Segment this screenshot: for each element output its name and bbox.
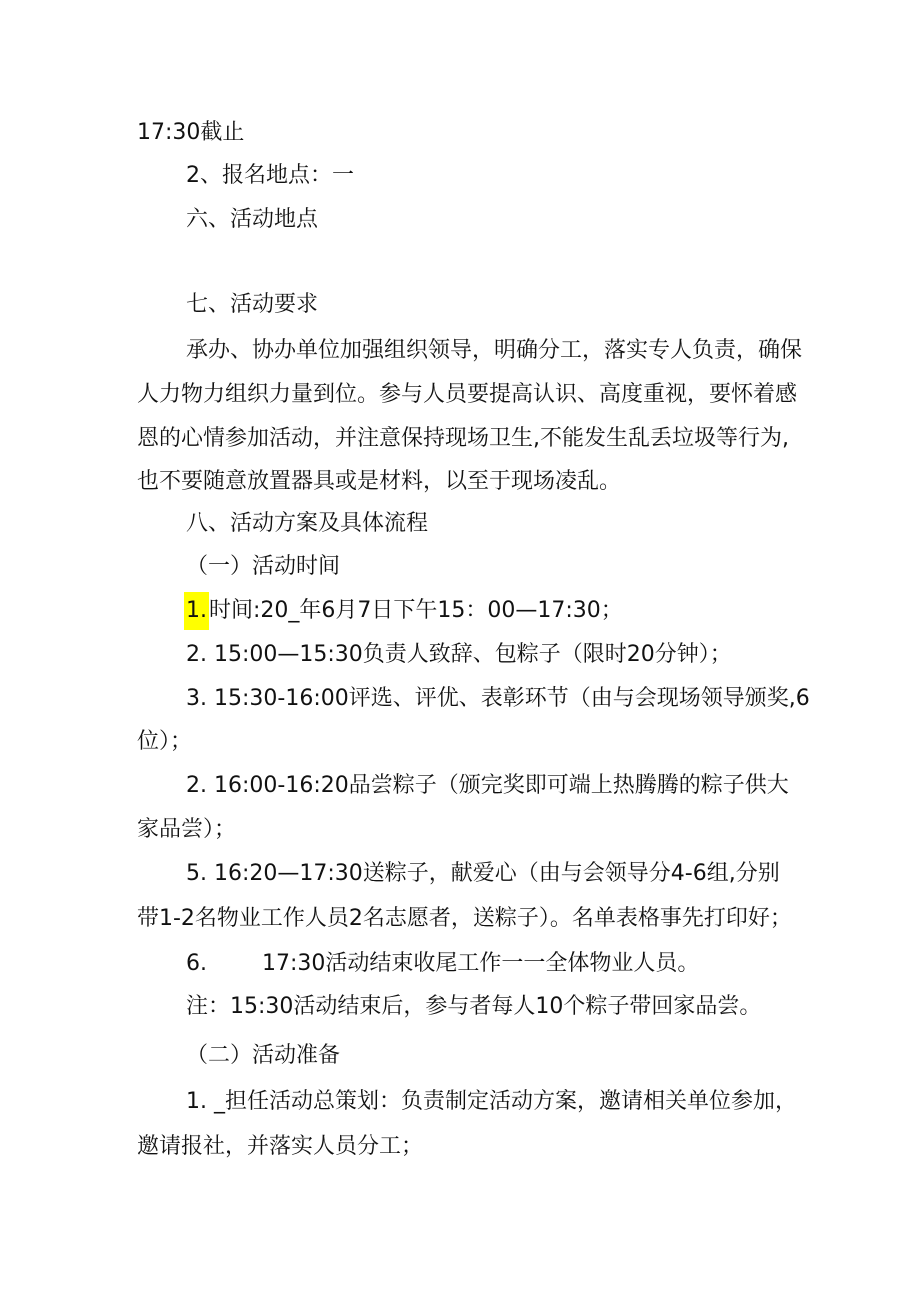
text-line: 带1-2名物业工作人员2名志愿者，送粽子）。名单表格事先打印好； — [137, 906, 792, 931]
highlighted-list-marker: 1. — [184, 592, 209, 630]
text-line: 也不要随意放置器具或是材料，以至于现场凌乱。 — [137, 469, 622, 494]
text-line: 17:30活动结束收尾工作一一全体物业人员。 — [262, 951, 700, 976]
text-line: 人力物力组织力量到位。参与人员要提高认识、高度重视，要怀着感 — [137, 382, 798, 407]
section-heading: 八、活动方案及具体流程 — [186, 511, 429, 536]
list-marker: 6. — [186, 951, 207, 976]
text-line: 位）； — [137, 729, 193, 754]
text-line: 5. 16:20—17:30送粽子，献爱心（由与会领导分4-6组,分别 — [186, 861, 780, 886]
subsection-heading: （一）活动时间 — [186, 554, 341, 579]
text-line: 3. 15:30-16:00评选、评优、表彰环节（由与会现场领导颁奖,6 — [186, 686, 810, 711]
section-heading: 六、活动地点 — [186, 207, 319, 232]
text-line: 承办、协办单位加强组织领导，明确分工，落实专人负责，确保 — [186, 338, 803, 363]
text-line: 家品尝）； — [137, 817, 237, 842]
subsection-heading: （二）活动准备 — [186, 1043, 341, 1068]
text-line: 邀请报社，并落实人员分工； — [137, 1134, 424, 1159]
text-line: 17:30截止 — [137, 120, 245, 145]
text-line: 2、报名地点：一 — [186, 163, 354, 188]
text-line: 1. _担任活动总策划：负责制定活动方案，邀请相关单位参加， — [186, 1089, 797, 1114]
text-line — [184, 592, 623, 630]
text-line: 2. 15:00—15:30负责人致辞、包粽子（限时20分钟）； — [186, 642, 732, 667]
text-line: 注：15:30活动结束后，参与者每人10个粽子带回家品尝。 — [186, 994, 762, 1019]
section-heading: 七、活动要求 — [186, 292, 319, 317]
text-line: 恩的心情参加活动，并注意保持现场卫生,不能发生乱丢垃圾等行为, — [137, 426, 789, 451]
text-line: 2. 16:00-16:20品尝粽子（颁完奖即可端上热腾腾的粽子供大 — [186, 773, 789, 798]
text-line: 时间:20_年6月7日下午15：00—17:30； — [209, 598, 623, 623]
